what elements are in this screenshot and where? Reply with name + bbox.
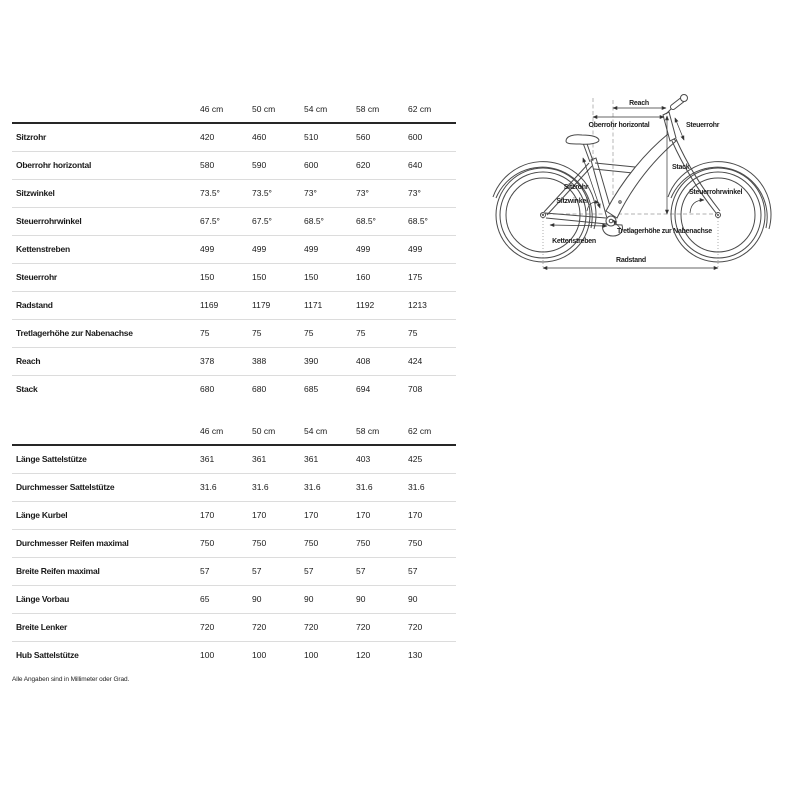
size-column-header: 46 cm <box>196 417 248 445</box>
value-cell: 499 <box>300 235 352 263</box>
bike-geometry-diagram <box>492 78 792 278</box>
row-label: Länge Vorbau <box>12 585 196 613</box>
front-wheel <box>668 162 771 262</box>
row-label: Durchmesser Reifen maximal <box>12 529 196 557</box>
value-cell: 67.5° <box>196 207 248 235</box>
value-cell: 510 <box>300 123 352 151</box>
row-label: Stack <box>16 384 38 395</box>
table-row <box>12 473 456 501</box>
size-column-header: 54 cm <box>300 417 352 445</box>
value-cell: 720 <box>352 613 404 641</box>
value-cell: 424 <box>404 347 456 375</box>
value-cell: 499 <box>248 235 300 263</box>
value-cell: 685 <box>304 384 319 395</box>
value-cell: 750 <box>196 529 248 557</box>
value-cell: 170 <box>248 501 300 529</box>
value-cell: 640 <box>404 151 456 179</box>
table-row <box>12 235 456 263</box>
reach-label: Reach <box>629 100 649 107</box>
fork <box>672 141 716 213</box>
value-cell: 75 <box>196 319 248 347</box>
row-label: Breite Lenker <box>12 613 196 641</box>
stack-label: Stack <box>672 164 690 171</box>
bike-frame <box>544 95 720 237</box>
dimension-labels <box>552 100 742 264</box>
table-row <box>12 291 456 319</box>
steuerrohrwinkel-arc <box>690 200 704 213</box>
table-row <box>12 557 456 585</box>
table-row <box>12 347 456 375</box>
table-row <box>12 529 456 557</box>
value-cell: 73° <box>404 179 456 207</box>
size-column-header: 46 cm <box>196 95 248 123</box>
value-cell: 75 <box>352 319 404 347</box>
value-cell: 560 <box>352 123 404 151</box>
table-row <box>12 179 456 207</box>
value-cell: 460 <box>248 123 300 151</box>
table-row <box>12 319 456 347</box>
value-cell: 720 <box>300 613 352 641</box>
value-cell: 68.5° <box>300 207 352 235</box>
components-table <box>12 417 456 669</box>
row-label: Radstand <box>12 291 196 319</box>
value-cell: 73° <box>300 179 352 207</box>
value-cell: 750 <box>248 529 300 557</box>
steuerrohr-label: Steuerrohr <box>686 122 720 129</box>
value-cell: 361 <box>248 445 300 473</box>
kettenstreben-arrow <box>550 225 607 226</box>
value-cell: 425 <box>404 445 456 473</box>
size-column-spacer <box>12 417 196 445</box>
value-cell: 403 <box>352 445 404 473</box>
size-column-header: 62 cm <box>404 95 456 123</box>
value-cell: 720 <box>248 613 300 641</box>
value-cell: 170 <box>300 501 352 529</box>
mid-tube <box>595 163 635 167</box>
value-cell: 750 <box>404 529 456 557</box>
value-cell: 130 <box>408 650 423 661</box>
tretlagerhoehe-label: Tretlagerhöhe zur Nabenachse <box>617 228 712 235</box>
value-cell: 90 <box>300 585 352 613</box>
value-cell: 600 <box>404 123 456 151</box>
size-header-row <box>12 95 456 123</box>
value-cell: 100 <box>200 650 215 661</box>
value-cell: 65 <box>196 585 248 613</box>
table-row <box>12 613 456 641</box>
value-cell: 150 <box>248 263 300 291</box>
value-cell: 1179 <box>248 291 300 319</box>
value-cell: 170 <box>352 501 404 529</box>
row-label: Länge Sattelstütze <box>12 445 196 473</box>
sitzwinkel-label: Sitzwinkel <box>556 198 588 205</box>
seat-post <box>583 143 590 162</box>
value-cell: 170 <box>196 501 248 529</box>
value-cell: 68.5° <box>404 207 456 235</box>
value-cell: 720 <box>404 613 456 641</box>
value-cell: 720 <box>196 613 248 641</box>
value-cell: 1192 <box>352 291 404 319</box>
value-cell: 390 <box>300 347 352 375</box>
value-cell: 150 <box>300 263 352 291</box>
table-row <box>12 585 456 613</box>
row-label: Hub Sattelstütze <box>16 650 79 661</box>
value-cell: 90 <box>404 585 456 613</box>
saddle <box>566 135 599 145</box>
value-cell: 57 <box>300 557 352 585</box>
row-label: Sitzwinkel <box>12 179 196 207</box>
value-cell: 580 <box>196 151 248 179</box>
down-tube <box>606 134 676 218</box>
table-row <box>12 445 456 473</box>
value-cell: 175 <box>404 263 456 291</box>
table-row <box>12 641 456 669</box>
value-cell: 1169 <box>196 291 248 319</box>
value-cell: 73° <box>352 179 404 207</box>
value-cell: 73.5° <box>196 179 248 207</box>
value-cell: 31.6 <box>404 473 456 501</box>
row-label: Durchmesser Sattelstütze <box>12 473 196 501</box>
table-row <box>12 375 456 403</box>
value-cell: 361 <box>196 445 248 473</box>
value-cell: 170 <box>404 501 456 529</box>
value-cell: 67.5° <box>248 207 300 235</box>
size-column-header: 58 cm <box>352 95 404 123</box>
bar-end <box>681 95 688 102</box>
size-column-spacer <box>12 95 196 123</box>
value-cell: 68.5° <box>352 207 404 235</box>
value-cell: 408 <box>352 347 404 375</box>
value-cell: 31.6 <box>300 473 352 501</box>
row-label: Steuerrohr <box>12 263 196 291</box>
table-row <box>12 207 456 235</box>
value-cell: 90 <box>352 585 404 613</box>
size-column-header: 50 cm <box>248 417 300 445</box>
table-row <box>12 151 456 179</box>
sitzrohr-label: Sitzrohr <box>563 184 589 191</box>
value-cell: 378 <box>196 347 248 375</box>
row-label: Oberrohr horizontal <box>12 151 196 179</box>
radstand-label: Radstand <box>616 257 646 264</box>
steuerrohr-arrow <box>675 118 684 140</box>
bottom-bracket <box>606 216 616 226</box>
value-cell: 499 <box>404 235 456 263</box>
value-cell: 420 <box>196 123 248 151</box>
value-cell: 100 <box>304 650 319 661</box>
row-label: Sitzrohr <box>12 123 196 151</box>
size-column-header: 62 cm <box>404 417 456 445</box>
value-cell: 31.6 <box>196 473 248 501</box>
value-cell: 150 <box>196 263 248 291</box>
value-cell: 750 <box>300 529 352 557</box>
value-cell: 57 <box>404 557 456 585</box>
value-cell: 75 <box>248 319 300 347</box>
kettenstreben-label: Kettenstreben <box>552 238 596 245</box>
table-row <box>12 501 456 529</box>
value-cell: 57 <box>352 557 404 585</box>
value-cell: 680 <box>252 384 267 395</box>
size-column-header: 50 cm <box>248 95 300 123</box>
value-cell: 361 <box>300 445 352 473</box>
value-cell: 620 <box>352 151 404 179</box>
value-cell: 90 <box>248 585 300 613</box>
geometry-table <box>12 95 456 403</box>
value-cell: 73.5° <box>248 179 300 207</box>
geometry-tables <box>12 95 456 669</box>
value-cell: 1213 <box>404 291 456 319</box>
row-label: Breite Reifen maximal <box>12 557 196 585</box>
size-column-header: 58 cm <box>352 417 404 445</box>
value-cell: 75 <box>300 319 352 347</box>
row-label: Kettenstreben <box>12 235 196 263</box>
value-cell: 600 <box>300 151 352 179</box>
value-cell: 750 <box>352 529 404 557</box>
table-row <box>12 263 456 291</box>
value-cell: 499 <box>352 235 404 263</box>
value-cell: 120 <box>356 650 371 661</box>
row-label: Steuerrohrwinkel <box>12 207 196 235</box>
value-cell: 57 <box>196 557 248 585</box>
row-label: Tretlagerhöhe zur Nabenachse <box>12 319 196 347</box>
value-cell: 680 <box>200 384 215 395</box>
value-cell: 388 <box>248 347 300 375</box>
value-cell: 1171 <box>300 291 352 319</box>
value-cell: 708 <box>408 384 423 395</box>
row-label: Reach <box>12 347 196 375</box>
row-label: Länge Kurbel <box>12 501 196 529</box>
oberrohr-label: Oberrohr horizontal <box>588 122 650 129</box>
size-column-header: 54 cm <box>300 95 352 123</box>
value-cell: 100 <box>252 650 267 661</box>
steuerrohrwinkel-label: Steuerrohrwinkel <box>689 189 743 196</box>
units-footnote: Alle Angaben sind in Millimeter oder Grad. <box>12 676 130 683</box>
table-row <box>12 123 456 151</box>
value-cell: 590 <box>248 151 300 179</box>
value-cell: 75 <box>404 319 456 347</box>
value-cell: 31.6 <box>248 473 300 501</box>
value-cell: 160 <box>352 263 404 291</box>
size-header-row <box>12 417 456 445</box>
value-cell: 499 <box>196 235 248 263</box>
value-cell: 31.6 <box>352 473 404 501</box>
value-cell: 57 <box>248 557 300 585</box>
value-cell: 694 <box>356 384 371 395</box>
